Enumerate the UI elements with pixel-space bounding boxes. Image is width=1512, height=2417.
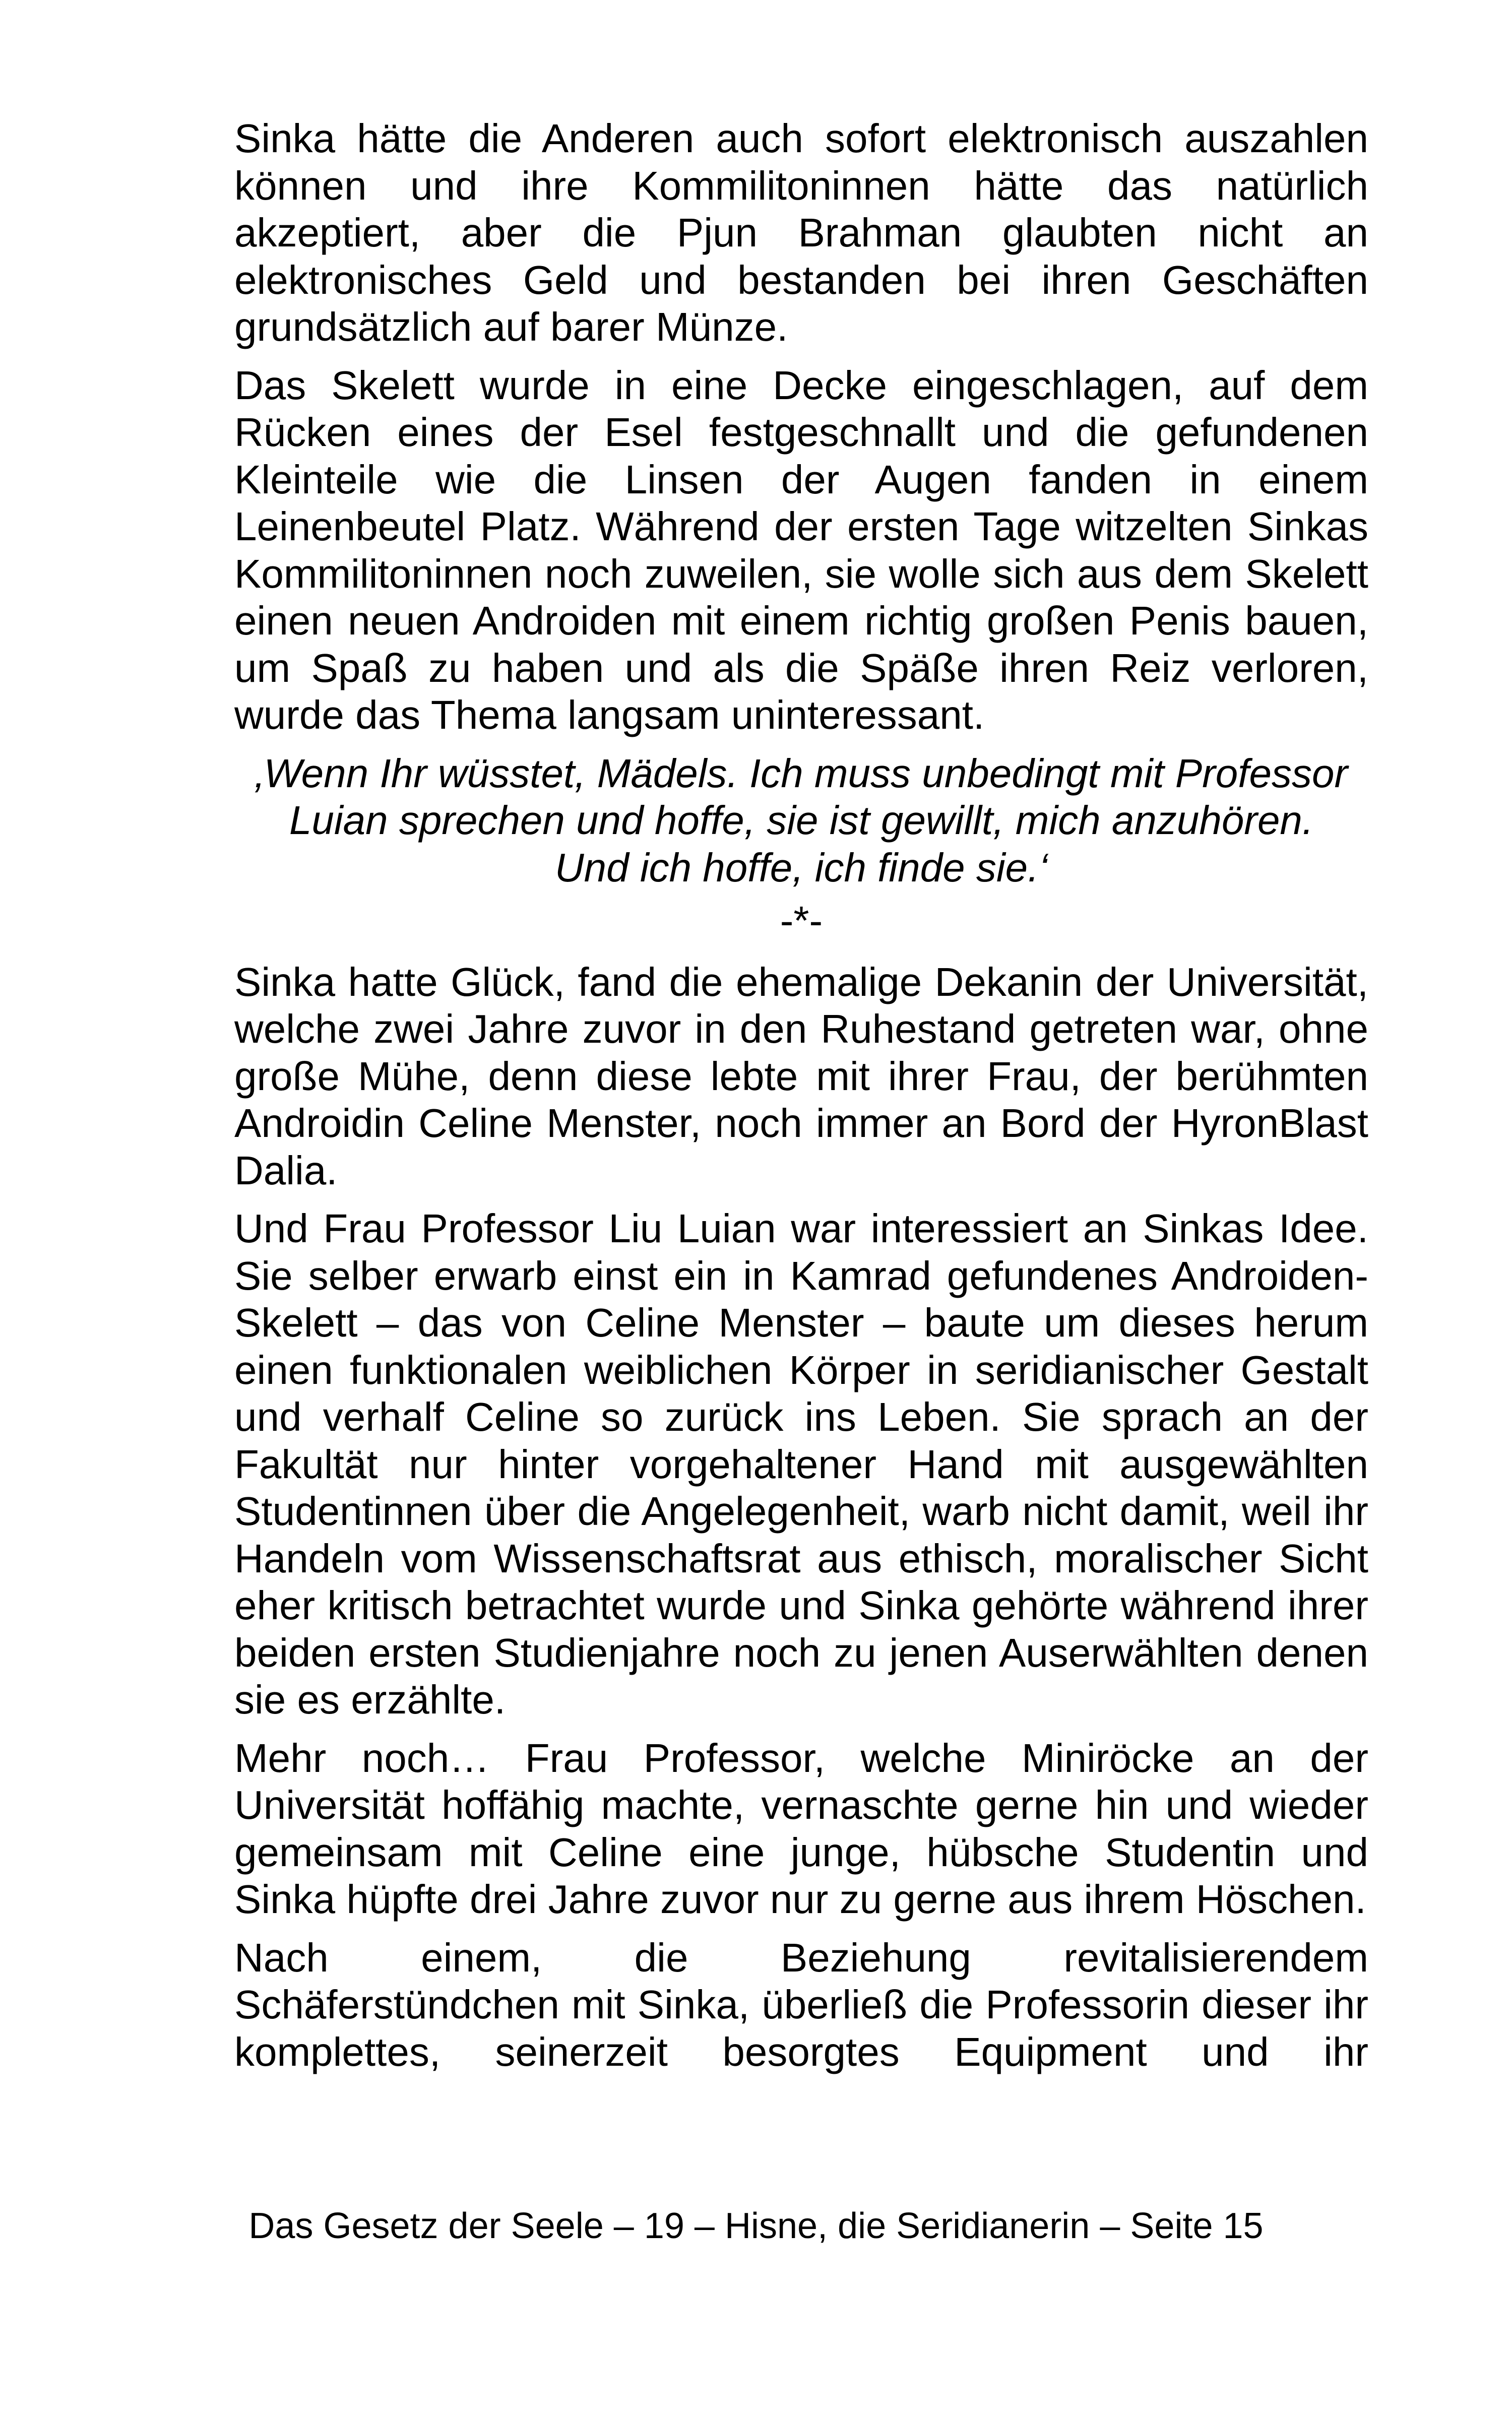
paragraph: Und Frau Professor Liu Luian war interessiert an Sinkas Idee. Sie selber erwarb einst ein in Kamrad gefundenes Androiden-Skelett – das von Celine Menster – baute um dieses herum einen funktionalen weiblichen Körper in seridianischer Gestalt und verhalf Celine so zurück ins Leben. Sie sprach an der Fakultät nur hinter vorgehaltener Hand mit ausgewählten Studentinnen über die Angelegenheit, warb nicht damit, weil ihr Handeln vom Wissenschaftsrat aus ethisch, moralischer Sicht eher kritisch betrachtet wurde und Sinka gehörte während ihrer beiden ersten Studienjahre noch zu jenen Auserwählten denen sie es erzählte.	[234, 1206, 1368, 1722]
paragraph: Das Skelett wurde in eine Decke eingeschlagen, auf dem Rücken eines der Esel festgeschnallt und die gefundenen Kleinteile wie die Linsen der Augen fanden in einem Leinenbeutel Platz. Während der ersten Tage witzelten Sinkas Kommilitoninnen noch zuweilen, sie wolle sich aus dem Skelett einen neuen Androiden mit einem richtig großen Penis bauen, um Spaß zu haben und als die Späße ihren Reiz verloren, wurde das Thema langsam uninteressant.	[234, 362, 1368, 737]
quote-line: Luian sprechen und hoffe, sie ist gewillt, mich anzuhören.	[289, 798, 1314, 843]
paragraph: Nach einem, die Beziehung revitalisierendem Schäferstündchen mit Sinka, überließ die Professorin dieser ihr komplettes, seinerzeit besorgtes Equipment und ihr	[234, 1935, 1368, 2074]
paragraph: Sinka hatte Glück, fand die ehemalige Dekanin der Universität, welche zwei Jahre zuvor in den Ruhestand getreten war, ohne große Mühe, denn diese lebte mit ihrer Frau, der berühmten Androidin Celine Menster, noch immer an Bord der HyronBlast Dalia.	[234, 959, 1368, 1193]
italic-thought-quote	[234, 750, 1368, 892]
page-footer: Das Gesetz der Seele – 19 – Hisne, die Seridianerin – Seite 15	[248, 2206, 1264, 2246]
paragraph: Sinka hätte die Anderen auch sofort elektronisch auszahlen können und ihre Kommilitoninnen hätte das natürlich akzeptiert, aber die Pjun Brahman glaubten nicht an elektronisches Geld und bestanden bei ihren Geschäften grundsätzlich auf barer Münze.	[234, 116, 1368, 349]
quote-line: ‚Wenn Ihr wüsstet, Mädels. Ich muss unbedingt mit Professor	[255, 750, 1348, 796]
section-separator: -*-	[780, 898, 823, 943]
paragraph: Mehr noch… Frau Professor, welche Miniröcke an der Universität hoffähig machte, vernaschte gerne hin und wieder gemeinsam mit Celine eine junge, hübsche Studentin und Sinka hüpfte drei Jahre zuvor nur zu gerne aus ihrem Höschen.	[234, 1735, 1368, 1922]
page-body	[234, 115, 1368, 2086]
quote-line: Und ich hoffe, ich finde sie.‘	[554, 845, 1048, 890]
